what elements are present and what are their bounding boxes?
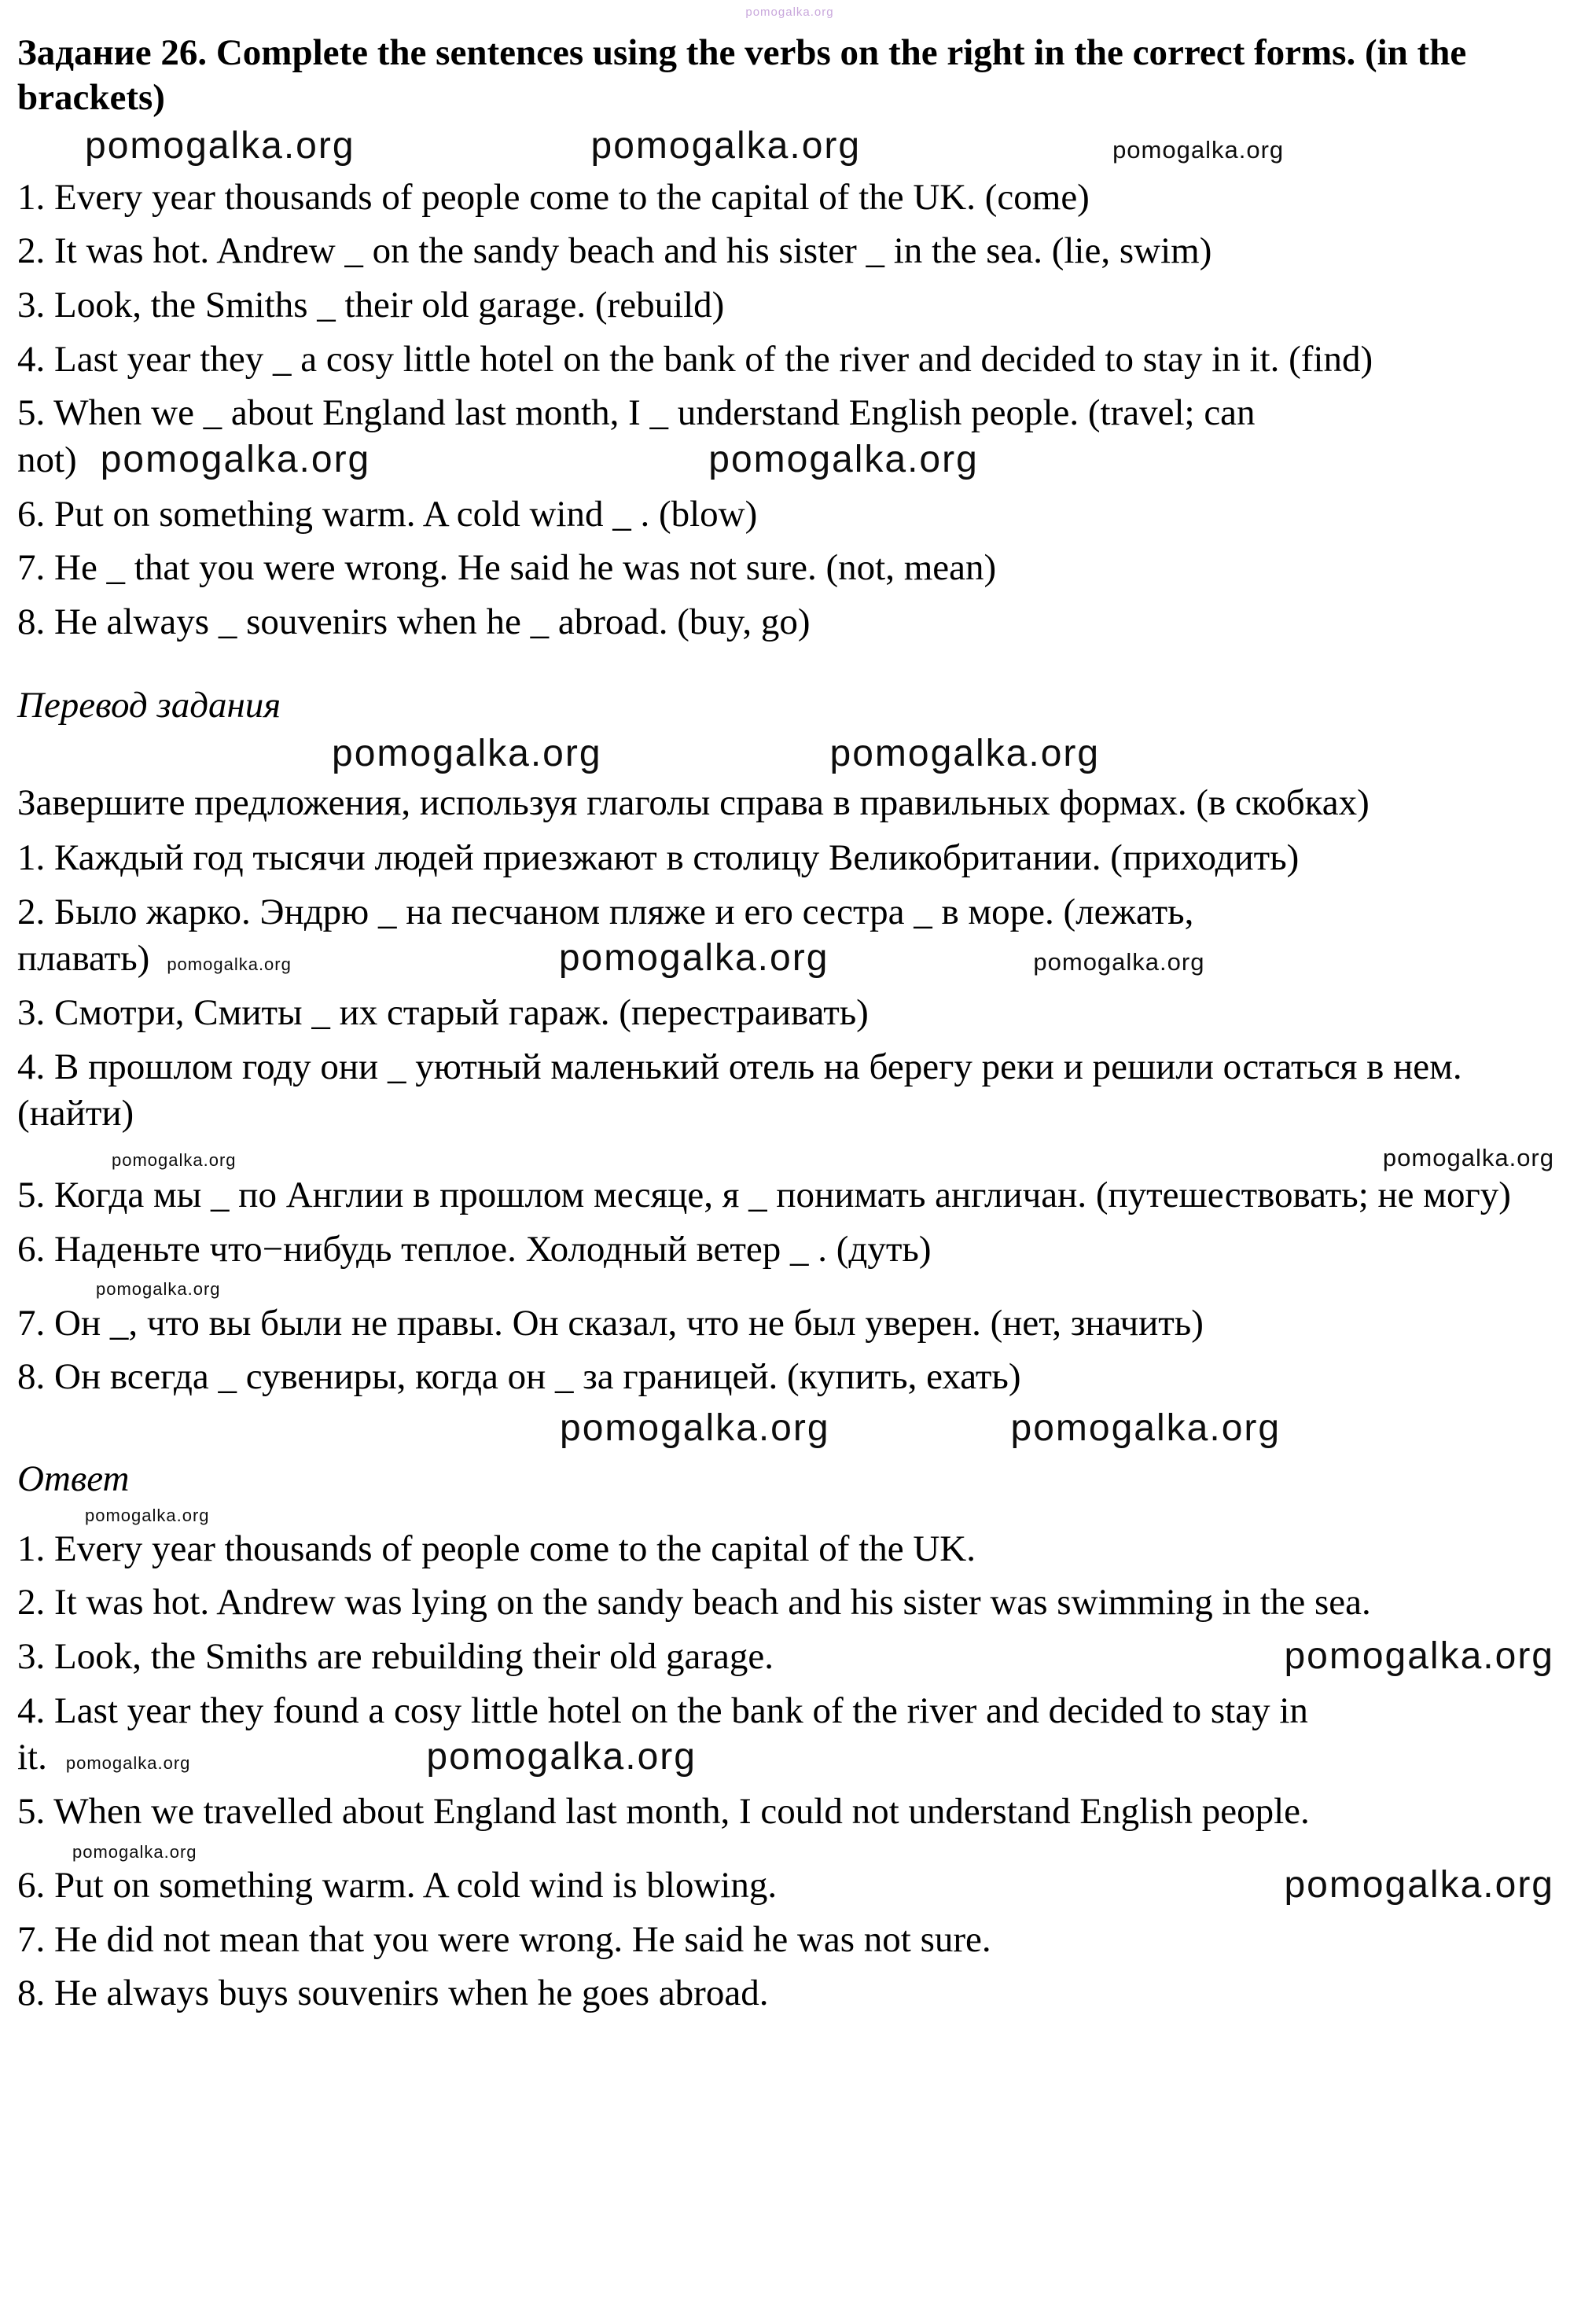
translation-sentence-5: 5. Когда мы _ по Англии в прошлом месяце, я _ понимать англичан. (путешествовать; не могу) <box>17 1175 1511 1216</box>
answer-sentence-1: 1. Every year thousands of people come to the capital of the UK. <box>17 1528 976 1569</box>
task-sentence-1: 1. Every year thousands of people come to the capital of the UK. (come) <box>17 176 1090 218</box>
answer-heading: Ответ <box>17 1458 130 1499</box>
watermark: pomogalka.org <box>590 124 862 167</box>
translation-sentence-2 <box>17 889 1562 983</box>
watermark: pomogalka.org <box>426 1736 697 1778</box>
translation-sentence-1: 1. Каждый год тысячи людей приезжают в столицу Великобритании. (приходить) <box>17 837 1300 878</box>
translation-sentences <box>17 835 1562 1401</box>
watermark-row <box>17 1145 1562 1171</box>
translation-heading: Перевод задания <box>17 684 281 726</box>
task-sentence-8: 8. He always _ souvenirs when he _ abroad. (buy, go) <box>17 601 811 642</box>
translation-sentence-6: 6. Наденьте что−нибудь теплое. Холодный ветер _ . (дуть) <box>17 1228 932 1270</box>
watermark-row <box>17 1408 1562 1450</box>
watermark: pomogalka.org <box>332 733 602 775</box>
watermark: pomogalka.org <box>560 1407 830 1450</box>
translation-sentence-7: 7. Он _, что вы были не правы. Он сказал, что не был уверен. (нет, значить) <box>17 1302 1204 1344</box>
sentence-text: 6. Put on something warm. A cold wind is blowing. <box>17 1865 778 1906</box>
watermark: pomogalka.org <box>1112 135 1285 164</box>
watermark: pomogalka.org <box>85 1505 210 1525</box>
watermark: pomogalka.org <box>1284 1635 1554 1678</box>
watermark: pomogalka.org <box>1033 948 1205 976</box>
watermark: pomogalka.org <box>100 438 371 480</box>
watermark-row <box>17 1843 1562 1862</box>
translation-sentence-3: 3. Смотри, Смиты _ их старый гараж. (перестраивать) <box>17 991 869 1033</box>
answer-sentence-6 <box>17 1863 1562 1910</box>
watermark: pomogalka.org <box>112 1149 237 1170</box>
sentence-text: 2. Было жарко. Эндрю _ на песчаном пляже и его сестра _ в море. (лежать, плавать) <box>17 891 1194 980</box>
watermark: pomogalka.org <box>65 1753 191 1774</box>
task-sentence-3: 3. Look, the Smiths _ their old garage. (rebuild) <box>17 284 725 325</box>
watermark: pomogalka.org <box>1382 1143 1554 1171</box>
answer-sentence-5: 5. When we travelled about England last month, I could not understand English people. <box>17 1791 1310 1833</box>
answer-sentence-7: 7. He did not mean that you were wrong. He said he was not sure. <box>17 1918 991 1960</box>
answer-sentence-4 <box>17 1688 1562 1782</box>
watermark-row <box>17 126 1562 167</box>
watermark: pomogalka.org <box>72 1841 197 1862</box>
watermark: pomogalka.org <box>1284 1864 1554 1906</box>
answer-sentence-3 <box>17 1634 1562 1681</box>
task-sentence-5 <box>17 390 1562 484</box>
answer-sentence-2: 2. It was hot. Andrew was lying on the sandy beach and his sister was swimming in the sea. <box>17 1582 1371 1623</box>
sentence-text: 5. When we _ about England last month, I _ understand English people. (travel; can not) <box>17 392 1256 480</box>
task-sentences <box>17 175 1562 646</box>
task-sentence-4: 4. Last year they _ a cosy little hotel on the bank of the river and decided to stay in it. (find) <box>17 338 1373 380</box>
watermark: pomogalka.org <box>558 937 829 980</box>
watermark: pomogalka.org <box>85 124 355 167</box>
task-sentence-2: 2. It was hot. Andrew _ on the sandy beach and his sister _ in the sea. (lie, swim) <box>17 230 1212 272</box>
watermark-row <box>17 1280 1562 1299</box>
task-sentence-7: 7. He _ that you were wrong. He said he was not sure. (not, mean) <box>17 547 997 589</box>
answer-sentence-8: 8. He always buys souvenirs when he goes abroad. <box>17 1973 769 2014</box>
watermark: pomogalka.org <box>96 1279 221 1300</box>
sentence-text: 4. Last year they found a cosy little hotel on the bank of the river and decided to stay in it. <box>17 1690 1308 1778</box>
watermark: pomogalka.org <box>167 954 292 975</box>
translation-sentence-4: 4. В прошлом году они _ уютный маленький отель на берегу реки и решили остаться в нем. (найти) <box>17 1046 1462 1134</box>
answer-sentences <box>17 1526 1562 2017</box>
sentence-text: 3. Look, the Smiths are rebuilding their old garage. <box>17 1636 774 1678</box>
task-sentence-6: 6. Put on something warm. A cold wind _ . (blow) <box>17 493 758 535</box>
watermark-row <box>17 1506 1562 1525</box>
watermark-top: pomogalka.org <box>745 6 834 19</box>
watermark-row <box>17 734 1562 775</box>
watermark: pomogalka.org <box>829 733 1101 775</box>
task-title: Задание 26. Complete the sentences using the verbs on the right in the correct forms. (in the brackets) <box>17 32 1467 119</box>
translation-intro: Завершите предложения, используя глаголы справа в правильных формах. (в скобках) <box>17 782 1370 824</box>
watermark: pomogalka.org <box>708 438 979 480</box>
watermark: pomogalka.org <box>1010 1407 1281 1450</box>
translation-sentence-8: 8. Он всегда _ сувениры, когда он _ за границей. (купить, ехать) <box>17 1356 1021 1398</box>
